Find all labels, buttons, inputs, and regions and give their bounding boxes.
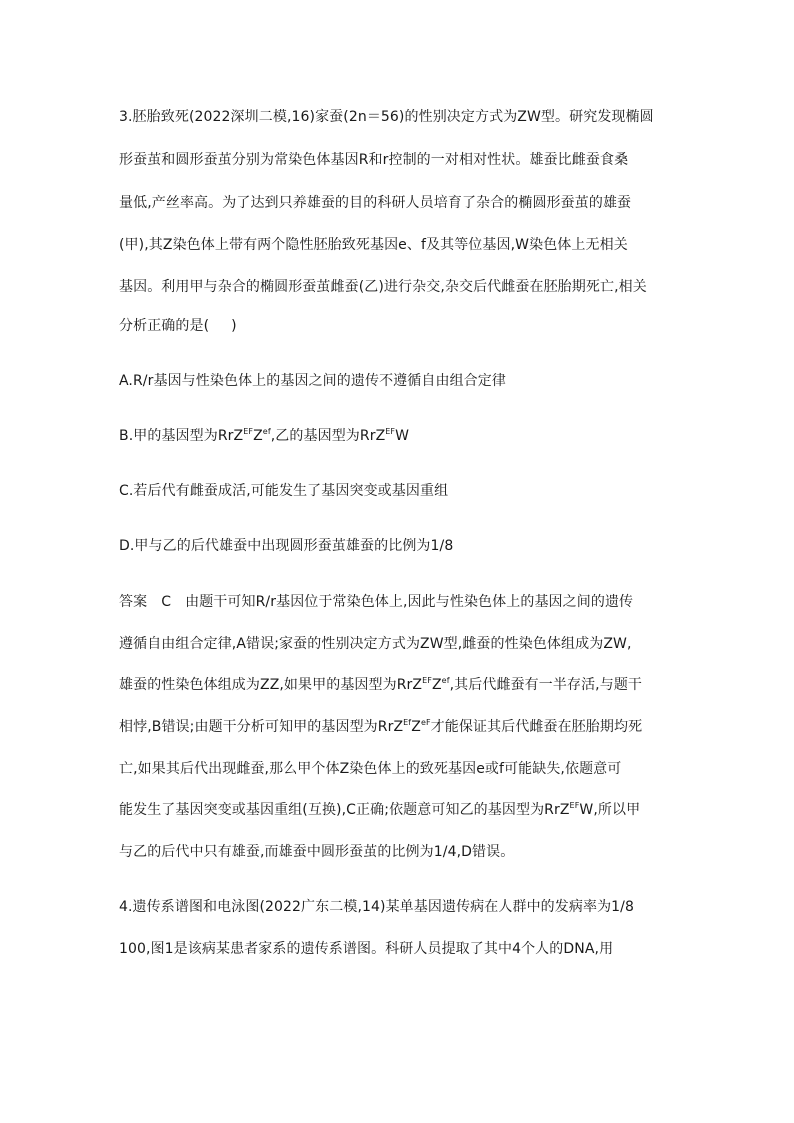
answer-line-4 [119,718,642,736]
option-b [119,427,409,445]
option-b-text-2: Z [253,428,263,444]
q3-stem-line-6 [119,317,237,335]
q3-stem-line-1: 3.胚胎致死(2022深圳二模,16)家蚕(2n＝56)的性别决定方式为ZW型。研究发现椭圆 [119,109,654,125]
q4-stem-line-2: 100,图1是该病某患者家系的遗传系谱图。科研人员提取了其中4个人的DNA,用 [119,941,614,957]
answer-line-3-sup-1: EF [422,676,432,685]
answer-line-2: 遵循自由组合定律,A错误;家蚕的性别决定方式为ZW型,雌蚕的性染色体组成为ZW, [119,636,632,652]
answer-explanation-1: 由题干可知R/r基因位于常染色体上,因此与性染色体上的基因之间的遗传 [185,594,634,610]
answer-line-6-text-1: 能发生了基因突变或基因重组(互换),C正确;依题意可知乙的基因型为RrZ [119,802,570,818]
option-b-text-4: W [395,428,410,444]
q3-stem-last-suffix: ) [231,318,237,334]
q3-stem-line-5: 基因。利用甲与杂合的椭圆形蚕茧雌蚕(乙)进行杂交,杂交后代雌蚕在胚胎期死亡,相关 [119,279,647,295]
option-b-text-1: B.甲的基因型为RrZ [119,428,244,444]
option-b-text-3: ,乙的基因型为RrZ [270,428,386,444]
answer-line-3 [119,676,642,694]
answer-line-3-sup-2: ef [441,676,450,685]
option-b-sup-1: EF [243,427,254,436]
answer-line-6-sup-1: EF [569,801,580,810]
answer-line-3-text-1: 雄蚕的性染色体组成为ZZ,如果甲的基因型为RrZ [119,677,423,693]
answer-line-4-text-2: Z [411,719,421,735]
option-d: D.甲与乙的后代雄蚕中出现圆形蚕茧雄蚕的比例为1/8 [119,538,454,554]
q3-stem-line-2: 形蚕茧和圆形蚕茧分别为常染色体基因R和r控制的一对相对性状。雄蚕比雌蚕食桑 [119,152,629,168]
option-b-sup-2: ef [262,427,271,436]
answer-line-6 [119,801,640,819]
answer-choice: C [161,594,172,610]
option-c: C.若后代有雌蚕成活,可能发生了基因突变或基因重组 [119,483,449,499]
q3-stem-last-prefix: 分析正确的是( [119,318,210,334]
q3-stem-line-3: 量低,产丝率高。为了达到只养雄蚕的目的科研人员培育了杂合的椭圆形蚕茧的雄蚕 [119,195,632,211]
q3-stem-line-4: (甲),其Z染色体上带有两个隐性胚胎致死基因e、f及其等位基因,W染色体上无相关 [119,237,628,253]
answer-line-7: 与乙的后代中只有雄蚕,而雄蚕中圆形蚕茧的比例为1/4,D错误。 [119,844,515,860]
answer-line-3-text-3: ,其后代雌蚕有一半存活,与题干 [449,677,643,693]
answer-line-4-sup-2: eF [420,718,431,727]
answer-line-3-text-2: Z [431,677,442,693]
answer-line-5: 亡,如果其后代出现雌蚕,那么甲个体Z染色体上的致死基因e或f可能缺失,依题意可 [119,761,622,777]
option-a: A.R/r基因与性染色体上的基因之间的遗传不遵循自由组合定律 [119,373,506,389]
answer-line-6-text-2: W,所以甲 [579,802,641,818]
answer-label: 答案 [119,594,148,610]
answer-line-4-text-3: 才能保证其后代雌蚕在胚胎期均死 [430,719,643,735]
answer-line-4-text-1: 相悖,B错误;由题干分析可知甲的基因型为RrZ [119,719,404,735]
answer-line-4-sup-1: Ef [403,718,412,727]
q4-stem-line-1: 4.遗传系谱图和电泳图(2022广东二模,14)某单基因遗传病在人群中的发病率为1/8 [119,899,635,915]
answer-line-1 [119,593,633,611]
option-b-sup-3: EF [385,427,396,436]
